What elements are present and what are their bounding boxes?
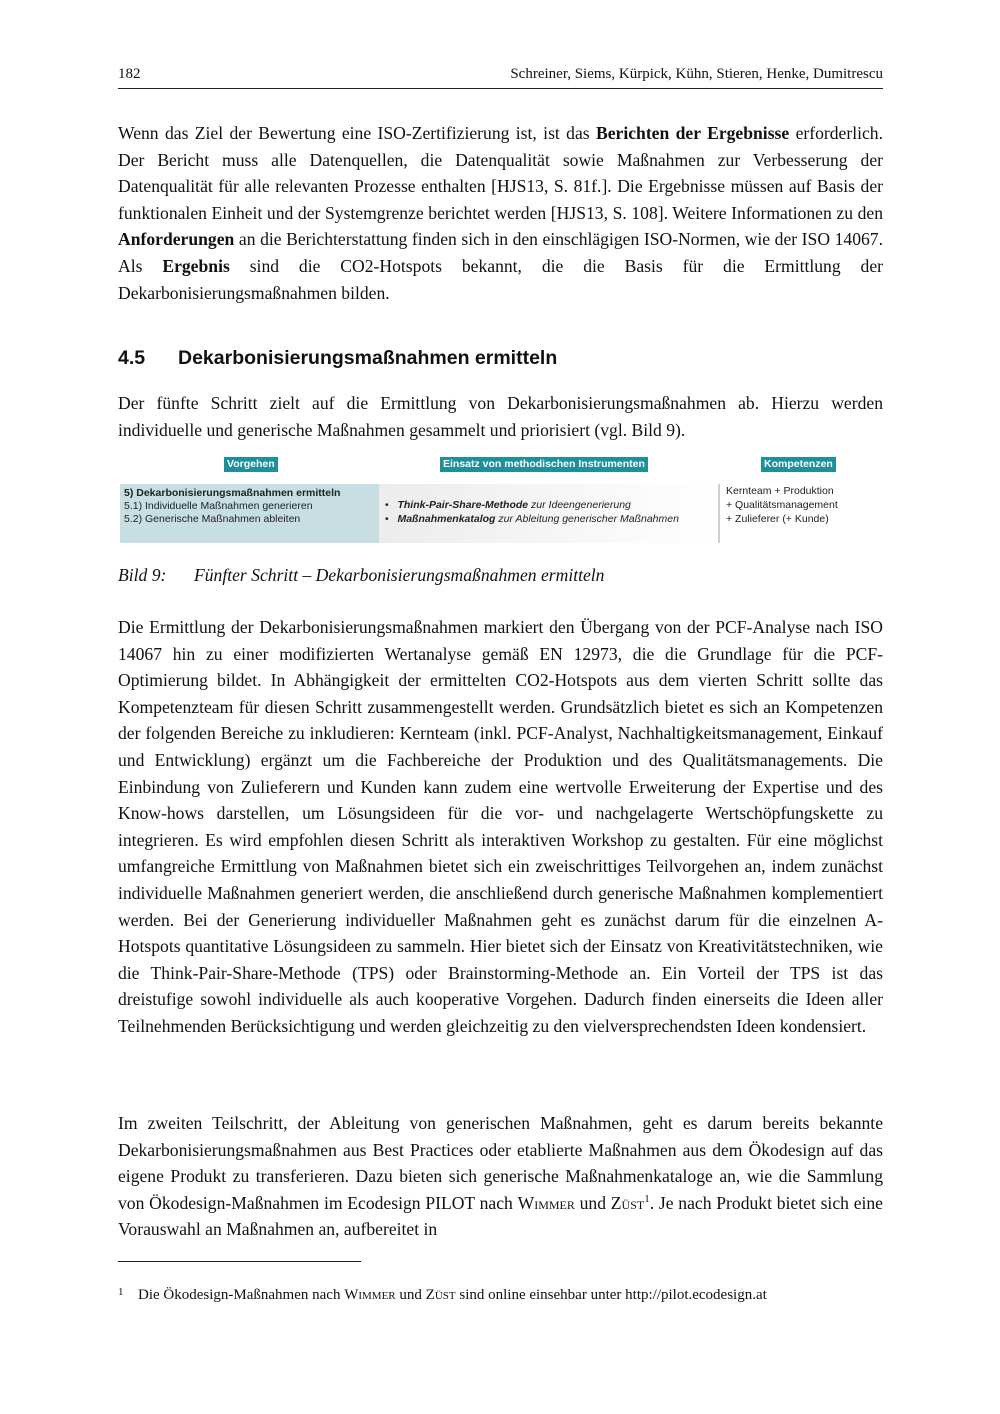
figure-kompetenzen-cell <box>718 484 840 543</box>
figure-header-kompetenzen: Kompetenzen <box>761 457 836 472</box>
figure-step5 <box>118 457 838 545</box>
bold-term: Berichten der Ergebnisse <box>595 123 790 143</box>
figure-header-vorgehen: Vorgehen <box>224 457 278 472</box>
paragraph-generische-massnahmen: Im zweiten Teilschritt, der Ableitung von generischen Maßnahmen, geht es darum bereits bekannte Dekarbonisierungsmaßnahmen aus Best Practices oder etablierte Maßnahmen aus dem Ökodesign auf das eigene Produkt zu transferieren. Dazu bieten sich generische Maßnahmenkataloge an, wie die Sammlung von Ökodesign-Maßnahmen im Ecodesign PILOT nach Wimmer und Züst$^1$. Je nach Produkt bietet sich eine Vorauswahl an Maßnahmen an, aufbereitet in <box>118 1113 883 1240</box>
paragraph-reporting: Wenn das Ziel der Bewertung eine ISO-Zertifizierung ist, ist das Berichten der Ergebnisse erforderlich. Der Bericht muss alle Datenquellen, die Datenqualität sowie Maßnahmen zur Verbesserung der Datenqualität für alle relevanten Prozesse enthalten [HJS13, S. 81f.]. Die Ergebnisse müssen auf Basis der funktionalen Einheit und der Systemgrenze berichtet werden [HJS13, S. 108]. Weitere Informationen zu den Anforderungen an die Berichterstattung finden sich in den einschlägigen ISO-Normen, wie der ISO 14067. Als Ergebnis sind die CO2-Hotspots bekannt, die die Basis für die Ermittlung der Dekarbonisierungsmaßnahmen bilden. <box>118 123 884 303</box>
paragraph-ermittlung: Die Ermittlung der Dekarbonisierungsmaßnahmen markiert den Übergang von der PCF-Analyse nach ISO 14067 hin zu einer modifizierten Wertanalyse gemäß EN 12973, die die Grundlage für die PCF-Optimierung bildet. In Abhängigkeit der ermittelten CO2-Hotspots aus dem vierten Schritt sollte das Kompetenzteam für diesen Schritt zusammengestellt werden. Grundsätzlich bietet es sich an Kompetenzen der folgenden Bereiche zu inkludieren: Kernteam (inkl. PCF-Analyst, Nachhaltigkeitsmanagement, Einkauf und Entwicklung) ergänzt um die Fachbereiche der Produktion und des Qualitätsmanagements. Die Einbindung von Zulieferern und Kunden kann zudem eine wertvolle Erweiterung der Expertise und des Know-hows darstellen, um Lösungsideen für die vor- und nachgelagerte Wertschöpfungskette zu integrieren. Es wird empfohlen diesen Schritt als interaktiven Workshop zu gestalten. Für eine möglichst umfangreiche Ermittlung von Maßnahmen bietet sich ein zweischrittiges Teilvorgehen an, indem zunächst individuelle Maßnahmen generiert werden, die anschließend durch generische Maßnahmen komplementiert werden. Bei der Generierung individueller Maßnahmen geht es zunächst darum für die einzelnen A-Hotspots quantitative Lösungsideen zu sammeln. Hier bietet sich der Einsatz von Kreativitätstechniken, wie die Think-Pair-Share-Methode (TPS) oder Brainstorming-Methode an. Ein Vorteil der TPS ist das dreistufige sowohl individuelle als auch kooperative Vorgehen. Dadurch finden einerseits die Ideen aller Teilnehmenden Berücksichtigung und werden gleichzeitig zu den vielversprechendsten Ideen kondensiert. <box>118 617 883 1036</box>
instrument-item: • Think-Pair-Share-Methode zur Ideengenerierung <box>385 499 631 511</box>
figure-caption <box>118 565 604 586</box>
caption-label: Bild 9: <box>118 565 167 585</box>
section-number: 4.5 <box>118 347 146 369</box>
kompetenz-line: + Zulieferer (+ Kunde) <box>726 513 829 525</box>
footnote: 1 Die Ökodesign-Maßnahmen nach Wimmer und Züst sind online einsehbar unter http://pilot.ecodesign.at <box>118 1286 767 1303</box>
page-number: 182 <box>118 66 141 82</box>
author-name: Wimmer <box>344 1287 396 1303</box>
paragraph-intro: Der fünfte Schritt zielt auf die Ermittlung von Dekarbonisierungsmaßnahmen ab. Hierzu werden individuelle und generische Maßnahmen gesammelt und priorisiert (vgl. Bild 9). <box>118 393 883 440</box>
section-heading <box>118 347 557 370</box>
bold-term: Anforderungen <box>118 229 235 250</box>
substep-2: 5.2) Generische Maßnahmen ableiten <box>124 513 301 525</box>
section-title: Dekarbonisierungsmaßnahmen ermitteln <box>178 347 558 369</box>
bold-term: Ergebnis <box>162 255 230 276</box>
step-title: 5) Dekarbonisierungsmaßnahmen ermitteln <box>124 487 341 499</box>
footnote-marker[interactable]: 1 <box>644 1192 650 1205</box>
footnote-url-text: sind online einsehbar unter http://pilot.ecodesign.at <box>455 1287 767 1303</box>
substep-1: 5.1) Individuelle Maßnahmen generieren <box>124 500 313 512</box>
figure-instrumente-cell <box>379 484 718 543</box>
footnote-divider <box>118 1261 361 1262</box>
author-list: Schreiner, Siems, Kürpick, Kühn, Stieren, Henke, Dumitrescu <box>510 66 883 82</box>
footnote-number: 1 <box>118 1286 124 1298</box>
caption-text: Fünfter Schritt – Dekarbonisierungsmaßnahmen ermitteln <box>194 565 605 585</box>
author-name: Wimmer <box>517 1192 575 1213</box>
instrument-item: • Maßnahmenkatalog zur Ableitung generischer Maßnahmen <box>385 513 679 525</box>
running-header <box>118 66 883 89</box>
kompetenz-line: + Qualitätsmanagement <box>726 499 838 511</box>
author-name: Züst <box>425 1287 456 1303</box>
author-name: Züst <box>610 1192 645 1213</box>
figure-vorgehen-cell <box>120 484 379 543</box>
kompetenz-line: Kernteam + Produktion <box>726 485 834 497</box>
figure-header-einsatz: Einsatz von methodischen Instrumenten <box>440 457 648 472</box>
